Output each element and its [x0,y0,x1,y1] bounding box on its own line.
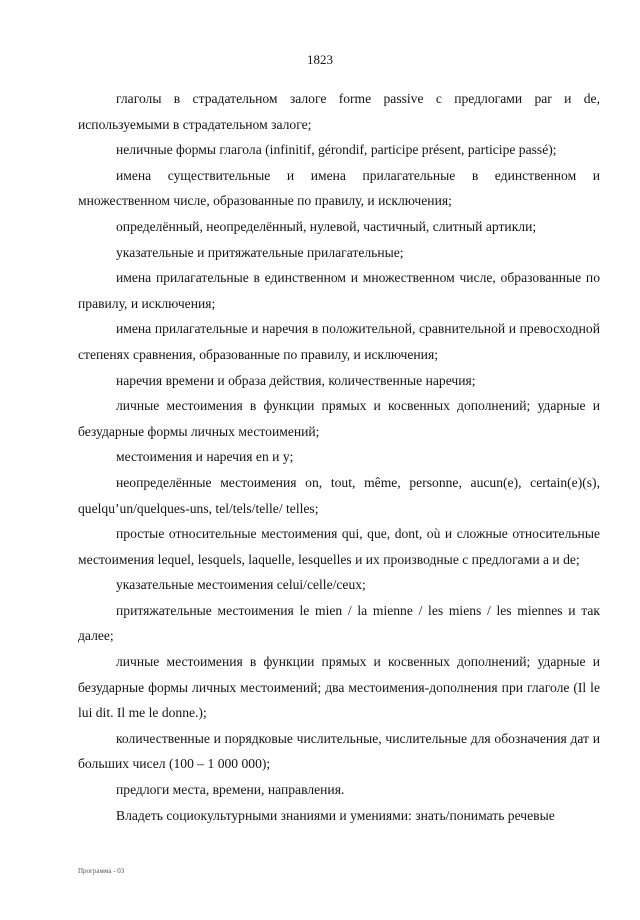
paragraph: глаголы в страдательном залоге forme passive с предлогами par и de, используемыми в страдательном залоге; [78,91,600,132]
paragraph: неличные формы глагола (infinitif, gérondif, participe présent, participe passé); [116,142,557,158]
paragraph: имена прилагательные в единственном и множественном числе, образованные по правилу, и исключения; [78,270,600,311]
paragraph: простые относительные местоимения qui, que, dont, où и сложные относительные местоимения lequel, lesquels, laquelle, lesquelles и их производные с предлогами a и de; [78,526,600,567]
paragraph: указательные и притяжательные прилагательные; [116,244,404,260]
paragraph: притяжательные местоимения le mien / la mienne / les miens / les miennes и так далее; [78,602,600,644]
page-footer: Программа - 03 [78,867,125,875]
paragraph: местоимения и наречия en и y; [116,449,294,465]
paragraph: определённый, неопределённый, нулевой, частичный, слитный артикли; [116,218,537,234]
body-text [78,86,600,828]
page-number: 1823 [307,52,333,67]
paragraph: имена прилагательные и наречия в положительной, сравнительной и превосходной степенях сравнения, образованные по правилу, и исключения; [78,321,600,362]
paragraph: Владеть социокультурными знаниями и умениями: знать/понимать речевые [116,807,555,823]
paragraph: предлоги места, времени, направления. [116,782,345,798]
paragraph: личные местоимения в функции прямых и косвенных дополнений; ударные и безударные формы личных местоимений; [78,398,600,439]
paragraph: количественные и порядковые числительные, числительные для обозначения дат и больших чисел (100 – 1 000 000); [78,730,600,772]
paragraph: наречия времени и образа действия, количественные наречия; [116,372,476,388]
paragraph: неопределённые местоимения on, tout, même, personne, aucun(e), certain(e)(s), quelqu’un/quelques-uns, tel/tels/telle/ telles; [78,474,600,516]
paragraph: личные местоимения в функции прямых и косвенных дополнений; ударные и безударные формы личных местоимений; два местоимения-дополнения при глаголе (Il le lui dit. Il me le donne.); [78,654,600,721]
paragraph: указательные местоимения celui/celle/ceux; [116,577,366,593]
paragraph: имена существительные и имена прилагательные в единственном и множественном числе, образованные по правилу, и исключения; [78,167,600,209]
